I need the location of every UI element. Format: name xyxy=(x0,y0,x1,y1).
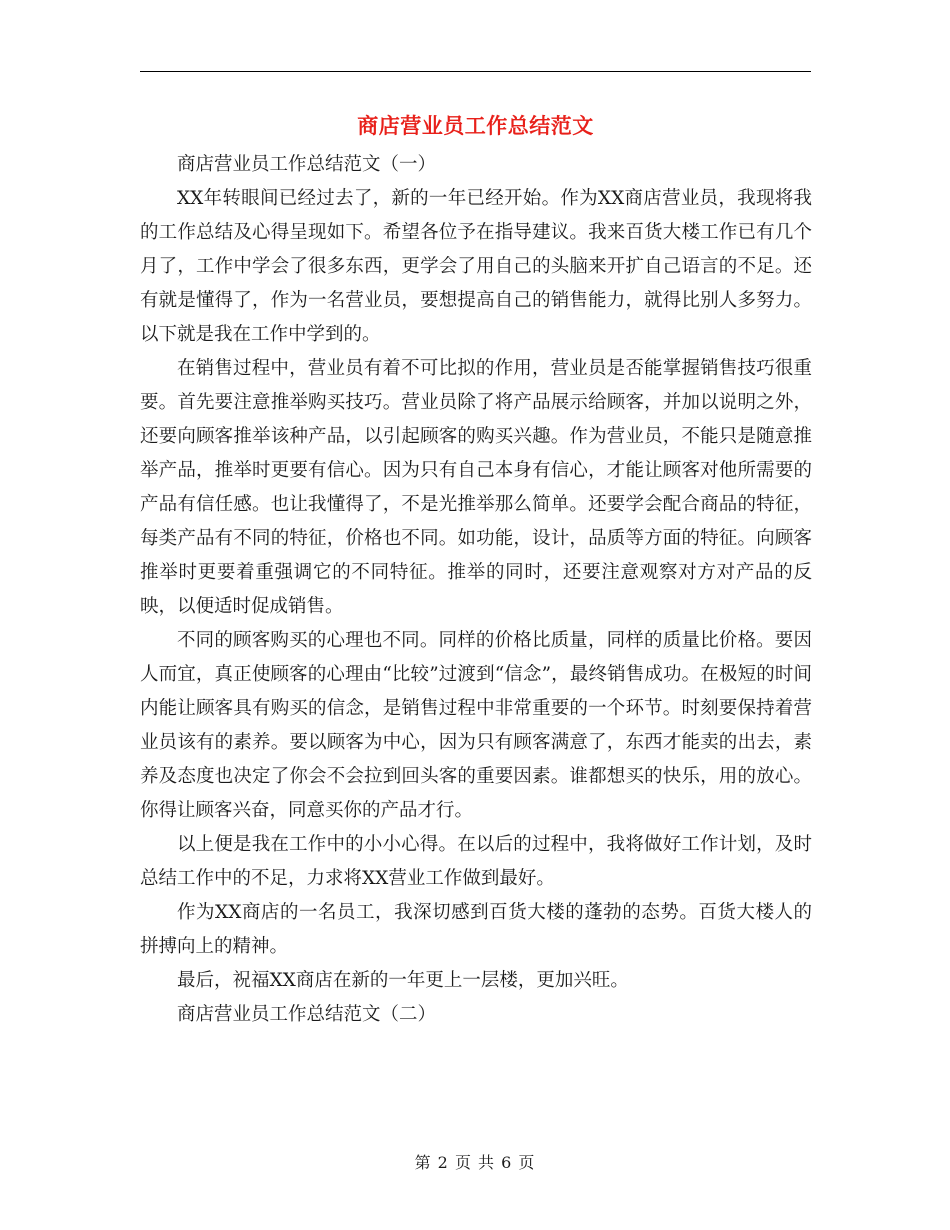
section-heading-1: 商店营业员工作总结范文（一） xyxy=(177,154,437,175)
paragraph-employee: 作为XX商店的一名员工，我深切感到百货大楼的蓬勃的态势。百货大楼人的拼搏向上的精神。 xyxy=(140,902,812,957)
paragraph-customer-psychology: 不同的顾客购买的心理也不同。同样的价格比质量，同样的质量比价格。要因人而宜，真正使顾客的心理由“比较”过渡到“信念”，最终销售成功。在极短的时间内能让顾客具有购买的信念，是销售过程中非常重要的一个环节。时刻要保持着营业员该有的素养。要以顾客为中心，因为只有顾客满意了，东西才能卖的出去，素养及态度也决定了你会不会拉到回头客的重要因素。谁都想买的快乐，用的放心。你得让顾客兴奋，同意买你的产品才行。 xyxy=(140,630,812,821)
section-heading-2: 商店营业员工作总结范文（二） xyxy=(177,1004,437,1025)
paragraph-sales-skills: 在销售过程中，营业员有着不可比拟的作用，营业员是否能掌握销售技巧很重要。首先要注意推举购买技巧。营业员除了将产品展示给顾客，并加以说明之外，还要向顾客推举该种产品，以引起顾客的购买兴趣。作为营业员，不能只是随意推举产品，推举时更要有信心。因为只有自己本身有信心，才能让顾客对他所需要的产品有信任感。也让我懂得了，不是光推举那么简单。还要学会配合商品的特征，每类产品有不同的特征，价格也不同。如功能，设计，品质等方面的特征。向顾客推举时更要着重强调它的不同特征。推举的同时，还要注意观察对方对产品的反映，以便适时促成销售。 xyxy=(140,358,812,617)
header-rule xyxy=(140,71,811,72)
document-body xyxy=(140,148,812,1032)
paragraph-closing: 最后，祝福XX商店在新的一年更上一层楼，更加兴旺。 xyxy=(177,970,629,991)
paragraph-summary: 以上便是我在工作中的小小心得。在以后的过程中，我将做好工作计划，及时总结工作中的不足，力求将XX营业工作做到最好。 xyxy=(140,834,812,889)
paragraph-intro: XX年转眼间已经过去了，新的一年已经开始。作为XX商店营业员，我现将我的工作总结及心得呈现如下。希望各位予在指导建议。我来百货大楼工作已有几个月了，工作中学会了很多东西，更学会了用自己的头脑来开扩自己语言的不足。还有就是懂得了，作为一名营业员，要想提高自己的销售能力，就得比别人多努力。以下就是我在工作中学到的。 xyxy=(140,188,812,345)
page-number-footer: 第 2 页 共 6 页 xyxy=(414,1153,536,1172)
document-title: 商店营业员工作总结范文 xyxy=(357,114,594,138)
